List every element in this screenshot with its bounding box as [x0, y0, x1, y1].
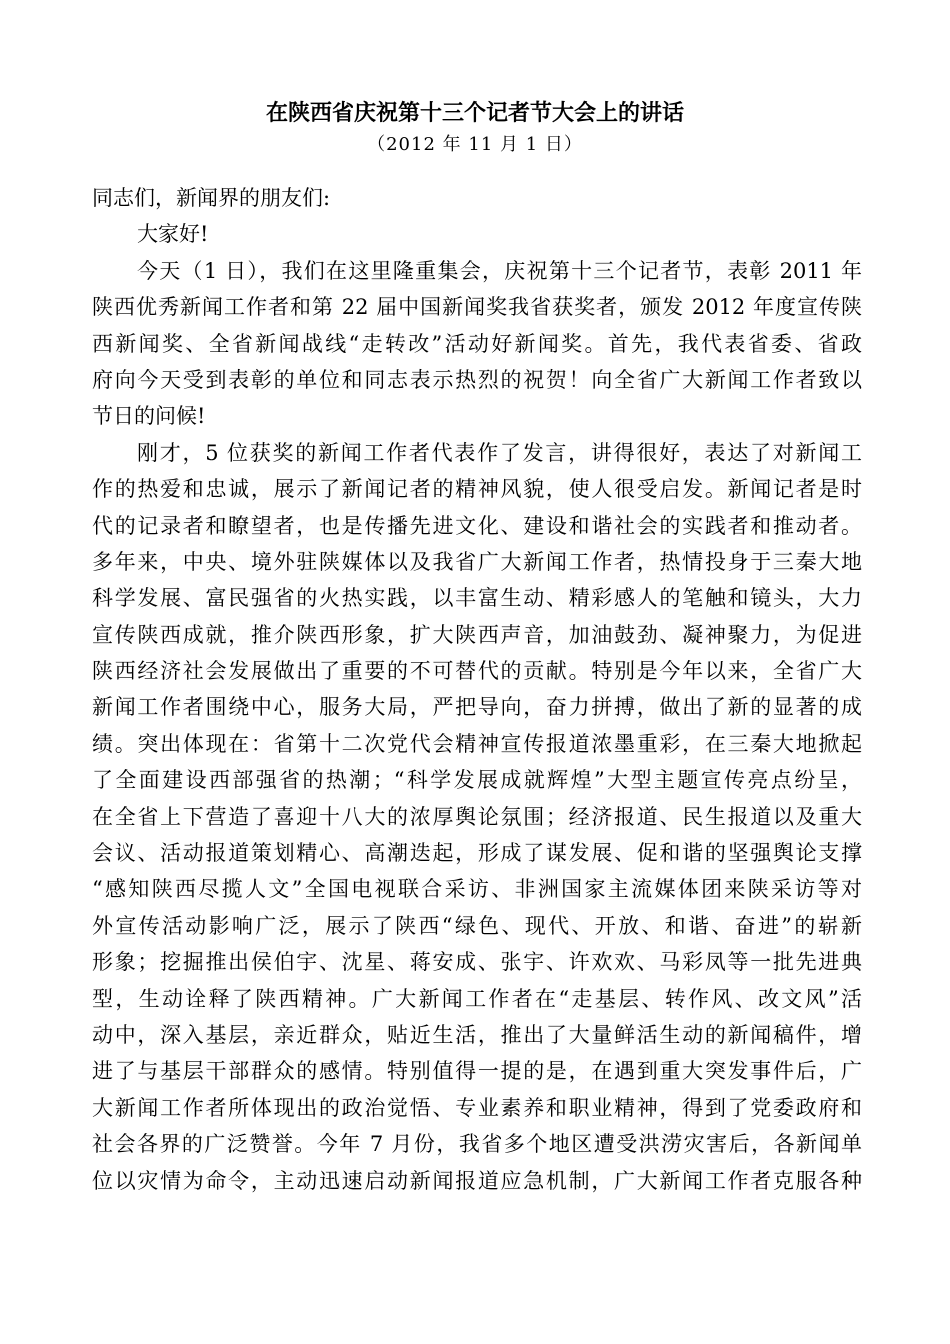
paragraph-line: 陕西优秀新闻工作者和第 22 届中国新闻奖我省获奖者，颁发 2012 年度宣传陕 — [92, 295, 862, 320]
paragraph-line: 形象；挖掘推出侯伯宇、沈星、蒋安成、张宇、许欢欢、马彩凤等一批先进典 — [92, 950, 862, 975]
paragraph-line: 会议、活动报道策划精心、高潮迭起，形成了谋发展、促和谐的坚强舆论支撑 — [92, 841, 862, 866]
speech-date: （2012 年 11 月 1 日） — [367, 134, 583, 155]
paragraph-line: 进了与基层干部群众的感情。特别值得一提的是，在遇到重大突发事件后，广 — [92, 1059, 862, 1084]
speech-body — [92, 180, 862, 1199]
paragraph-line: 今天（1 日），我们在这里隆重集会，庆祝第十三个记者节，表彰 2011 年 — [137, 258, 862, 283]
paragraph-line: 多年来，中央、境外驻陕媒体以及我省广大新闻工作者，热情投身于三秦大地 — [92, 549, 862, 574]
paragraph-line: 社会各界的广泛赞誉。今年 7 月份，我省多个地区遭受洪涝灾害后，各新闻单 — [92, 1132, 862, 1157]
paragraph-line: 科学发展、富民强省的火热实践，以丰富生动、精彩感人的笔触和镜头，大力 — [92, 586, 862, 611]
speech-title: 在陕西省庆祝第十三个记者节大会上的讲话 — [265, 100, 684, 126]
paragraph-line: 新闻工作者围绕中心，服务大局，严把导向，奋力拼搏，做出了新的显著的成 — [92, 695, 862, 720]
paragraph-line: 了全面建设西部强省的热潮；“科学发展成就辉煌”大型主题宣传亮点纷呈， — [92, 768, 862, 793]
paragraph-line: 型，生动诠释了陕西精神。广大新闻工作者在“走基层、转作风、改文风”活 — [92, 986, 862, 1011]
paragraph-line: 陕西经济社会发展做出了重要的不可替代的贡献。特别是今年以来，全省广大 — [92, 659, 862, 684]
paragraph-line: 动中，深入基层，亲近群众，贴近生活，推出了大量鲜活生动的新闻稿件，增 — [92, 1022, 862, 1047]
paragraph-line: 代的记录者和瞭望者，也是传播先进文化、建设和谐社会的实践者和推动者。 — [92, 513, 862, 538]
paragraph-line: 绩。突出体现在：省第十二次党代会精神宣传报道浓墨重彩，在三秦大地掀起 — [92, 731, 862, 756]
paragraph-line: 在全省上下营造了喜迎十八大的浓厚舆论氛围；经济报道、民生报道以及重大 — [92, 804, 862, 829]
paragraph-line: 府向今天受到表彰的单位和同志表示热烈的祝贺！向全省广大新闻工作者致以 — [92, 367, 862, 392]
paragraph-line: 位以灾情为命令，主动迅速启动新闻报道应急机制，广大新闻工作者克服各种 — [92, 1168, 862, 1193]
greeting-line: 大家好! — [137, 222, 209, 247]
paragraph-line: 作的热爱和忠诚，展示了新闻记者的精神风貌，使人很受启发。新闻记者是时 — [92, 477, 862, 502]
paragraph-line: 刚才，5 位获奖的新闻工作者代表作了发言，讲得很好，表达了对新闻工 — [137, 440, 862, 465]
salutation-line: 同志们，新闻界的朋友们: — [92, 186, 331, 210]
paragraph-line: 节日的问候! — [92, 404, 206, 429]
paragraph-line: 大新闻工作者所体现出的政治觉悟、专业素养和职业精神，得到了党委政府和 — [92, 1095, 862, 1120]
paragraph-line: 西新闻奖、全省新闻战线“走转改”活动好新闻奖。首先，我代表省委、省政 — [92, 331, 862, 356]
paragraph-line: 宣传陕西成就，推介陕西形象，扩大陕西声音，加油鼓劲、凝神聚力，为促进 — [92, 622, 862, 647]
paragraph-line: “感知陕西尽揽人文”全国电视联合采访、非洲国家主流媒体团来陕采访等对 — [92, 877, 862, 902]
paragraph-line: 外宣传活动影响广泛，展示了陕西“绿色、现代、开放、和谐、奋进”的崭新 — [92, 913, 862, 938]
